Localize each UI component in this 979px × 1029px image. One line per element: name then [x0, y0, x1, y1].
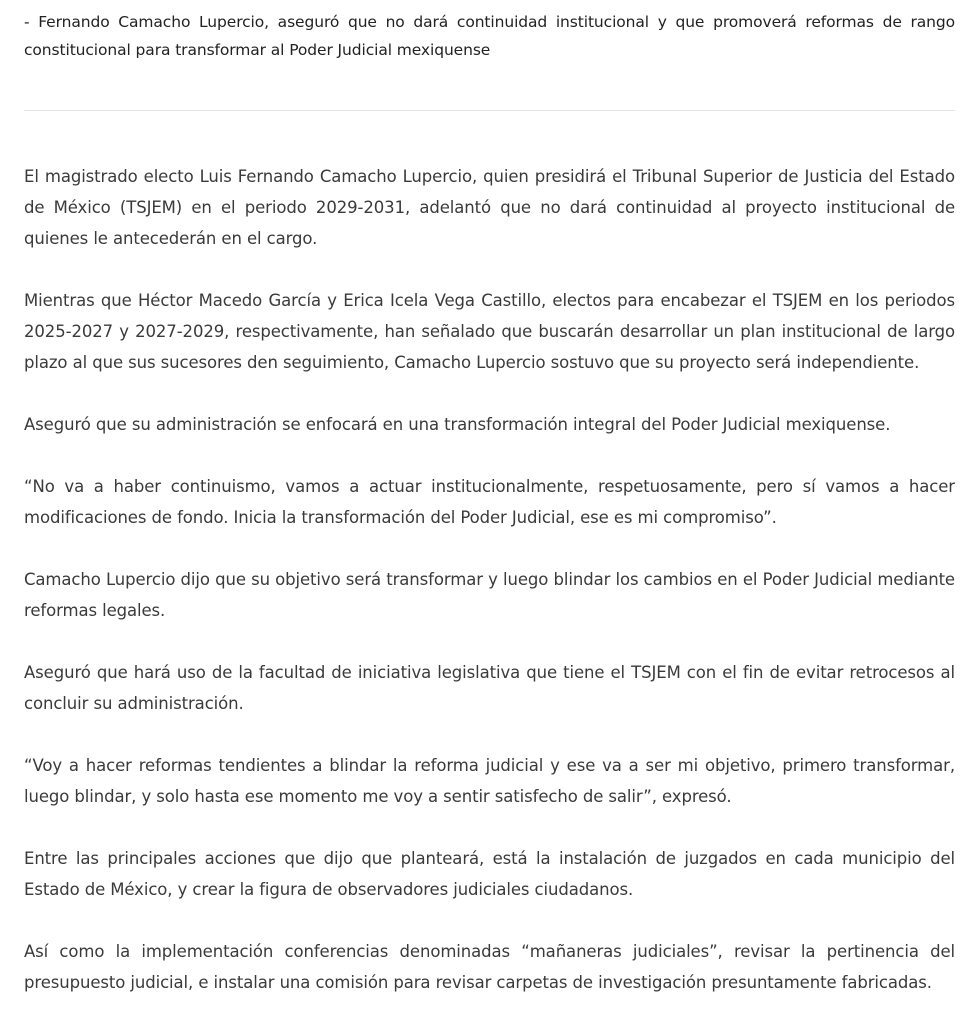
paragraph: “No va a haber continuismo, vamos a actuar institucionalmente, respetuosamente, pero sí vamos a hacer modificaciones de fondo. Inicia la transformación del Poder Judicial, ese es mi compromiso”. — [24, 477, 955, 527]
paragraph: Aseguró que su administración se enfocará en una transformación integral del Poder Judicial mexiquense. — [24, 415, 891, 434]
paragraph: Camacho Lupercio dijo que su objetivo será transformar y luego blindar los cambios en el Poder Judicial mediante reformas legales. — [24, 570, 955, 620]
paragraph: Entre las principales acciones que dijo que planteará, está la instalación de juzgados en cada municipio del Estado de México, y crear la figura de observadores judiciales ciudadanos. — [24, 849, 955, 899]
paragraph: Mientras que Héctor Macedo García y Erica Icela Vega Castillo, electos para encabezar el TSJEM en los periodos 2025-2027 y 2027-2029, respectivamente, han señalado que buscarán desarrollar un plan institucional de largo plazo al que sus sucesores den seguimiento, Camacho Lupercio sostuvo que su proyecto será independiente. — [24, 291, 955, 372]
paragraph: Así como la implementación conferencias denominadas “mañaneras judiciales”, revisar la pertinencia del presupuesto judicial, e instalar una comisión para revisar carpetas de investigación presuntamente fabricadas. — [24, 942, 955, 992]
paragraph: Aseguró que hará uso de la facultad de iniciativa legislativa que tiene el TSJEM con el fin de evitar retrocesos al concluir su administración. — [24, 663, 955, 713]
paragraph: “Voy a hacer reformas tendientes a blindar la reforma judicial y ese va a ser mi objetivo, primero transformar, luego blindar, y solo hasta ese momento me voy a sentir satisfecho de salir”, expresó. — [24, 756, 955, 806]
paragraph: El magistrado electo Luis Fernando Camacho Lupercio, quien presidirá el Tribunal Superior de Justicia del Estado de México (TSJEM) en el periodo 2029-2031, adelantó que no dará continuidad al proyecto institucional de quienes le antecederán en el cargo. — [24, 167, 955, 248]
divider — [24, 110, 955, 111]
article-lead: - Fernando Camacho Lupercio, aseguró que no dará continuidad institucional y que promoverá reformas de rango constitucional para transformar al Poder Judicial mexiquense — [24, 13, 955, 59]
article — [24, 0, 955, 992]
article-body — [24, 161, 955, 1029]
